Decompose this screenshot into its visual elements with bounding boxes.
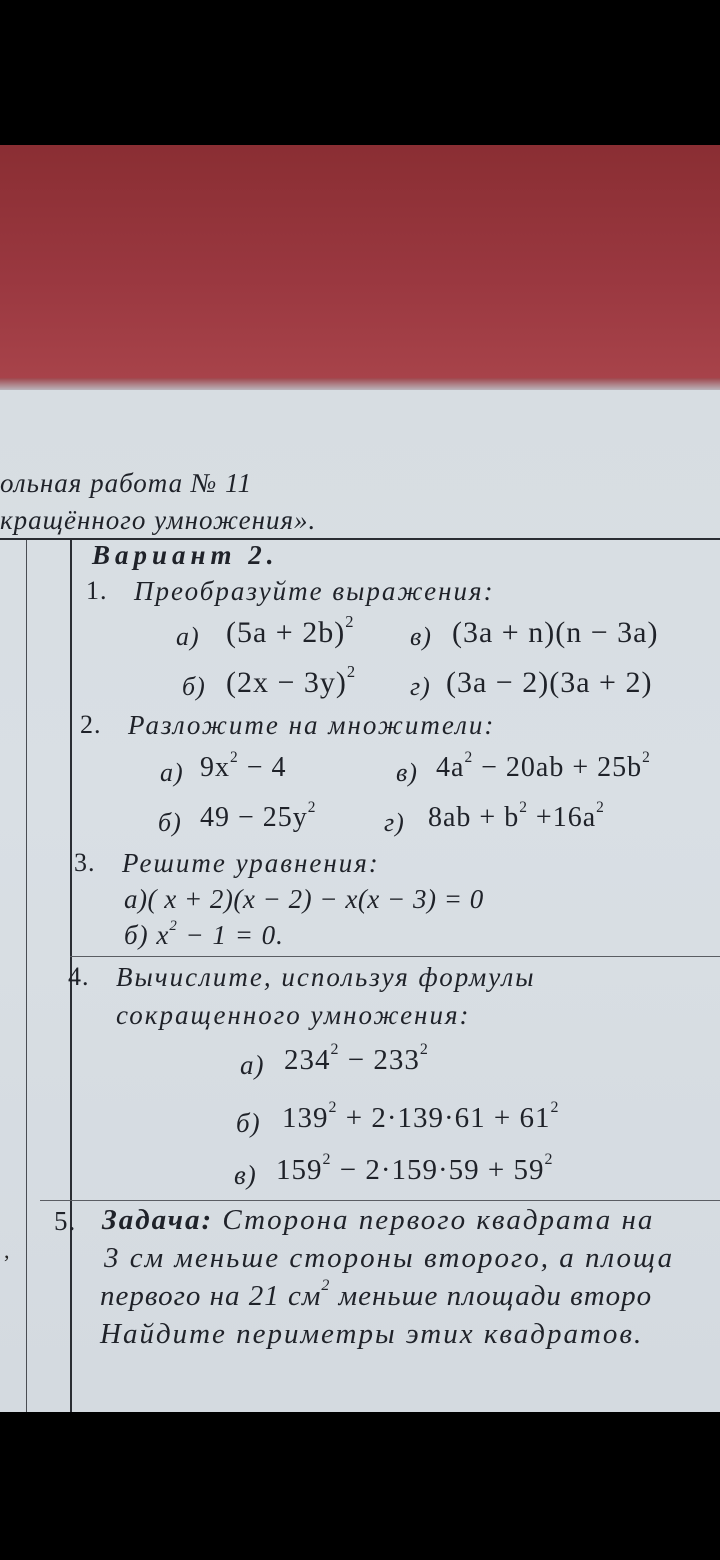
task2-a-text: 9x [200,752,230,783]
task5-line1 [102,1204,654,1237]
task1-title: Преобразуйте выражения: [134,576,495,606]
task3-divider [70,956,720,957]
task4-a-text1: 234 [284,1044,331,1076]
background-wall [0,145,720,390]
task2-g-text2: +16a [527,802,597,833]
task4-b-expr [282,1099,560,1135]
task4-b-text1: 139 [282,1102,329,1134]
task5-label: Задача: [102,1204,214,1236]
task4-v-sup1: 2 [322,1151,332,1169]
task4-b-label: б) [236,1108,261,1138]
task1-b-text: (2x − 3y) [226,666,347,699]
task2-a-label: а) [160,758,184,787]
task2-b-sup: 2 [307,798,317,816]
top-black-bar [0,0,720,145]
task4-v-sup2: 2 [544,1151,554,1169]
task2-v-expr [436,748,651,784]
task2-v-text2: − 20ab + 25b [473,752,643,783]
task1-v-label: в) [410,622,432,651]
task2-g-sup1: 2 [519,798,528,816]
task4-b-sup2: 2 [550,1099,560,1117]
task5-line2: 3 см меньше стороны второго, а площа [104,1242,675,1274]
task5-line3-sup: 2 [321,1277,331,1295]
page-left-margin-line [26,540,27,1412]
task4-number: 4. [68,962,90,991]
task2-a-tail: − 4 [238,752,287,783]
task2-v-sup1: 2 [464,748,474,766]
worksheet-paper [0,390,720,1412]
task4-title-line1: Вычислите, используя формулы [116,962,536,992]
task2-v-label: в) [396,758,418,787]
task1-b-label: б) [182,672,206,701]
task1-g-label: г) [410,672,431,701]
task1-a-sup: 2 [345,611,355,631]
task2-b-text: 49 − 25y [200,802,308,833]
header-title-line1: ольная работа № 11 [0,468,253,498]
task4-b-sup1: 2 [328,1099,338,1117]
margin-mark: , [4,1238,10,1263]
task2-a-sup: 2 [230,748,239,766]
task1-v-expr: (3a + n)(n − 3a) [452,616,659,649]
task4-a-expr [284,1041,429,1077]
task4-title-line2: сокращенного умножения: [116,1000,471,1030]
task2-title: Разложите на множители: [128,710,496,740]
task4-a-sup2: 2 [419,1041,429,1059]
task4-v-expr [276,1151,554,1187]
task3-title: Решите уравнения: [122,848,380,878]
task4-a-label: а) [240,1050,265,1080]
task4-v-text1: 159 [276,1154,323,1186]
task5-line4: Найдите периметры этих квадратов. [100,1318,644,1350]
task2-v-text1: 4a [436,752,465,783]
task2-g-text1: 8ab + b [428,802,520,833]
task1-b-sup: 2 [346,661,357,681]
task2-number: 2. [80,710,102,739]
task1-g-expr: (3a − 2)(3a + 2) [446,666,653,699]
header-title-line2: кращённого умножения». [0,505,317,535]
task4-a-sup1: 2 [330,1041,340,1059]
task3-b-sup: 2 [169,918,178,935]
bottom-black-bar [0,1412,720,1560]
task3-b-line [124,920,284,951]
task5-number: 5. [54,1206,77,1236]
task1-a-expr [226,611,355,650]
task4-b-text2: + 2·139·61 + 61 [337,1102,551,1134]
task1-a-text: (5a + 2b) [226,616,346,649]
task4-v-label: в) [234,1160,257,1190]
task3-b-text1: б) x [124,920,170,950]
task2-v-sup2: 2 [642,748,651,766]
task2-g-sup2: 2 [596,798,605,816]
task4-v-text2: − 2·159·59 + 59 [331,1154,545,1186]
task1-b-expr [226,661,357,700]
task2-b-label: б) [158,808,182,837]
task3-a-line: а)( x + 2)(x − 2) − x(x − 3) = 0 [124,884,484,914]
task1-number: 1. [86,576,108,605]
task5-line3-text2: меньше площади второ [330,1280,653,1312]
task4-divider [40,1200,720,1201]
task2-a-expr [200,748,287,784]
variant-label: Вариант 2. [92,540,279,570]
task5-line3-text1: первого на 21 см [100,1280,322,1312]
task2-b-expr [200,798,317,834]
task2-g-label: г) [384,808,405,837]
task5-line3 [100,1277,653,1313]
task2-g-expr [428,798,605,834]
task5-line1-text: Сторона первого квадрата на [222,1204,655,1236]
task3-b-text2: − 1 = 0. [177,920,284,950]
task3-number: 3. [74,848,96,877]
task4-a-text2: − 233 [339,1044,420,1076]
task1-a-label: а) [176,622,200,651]
